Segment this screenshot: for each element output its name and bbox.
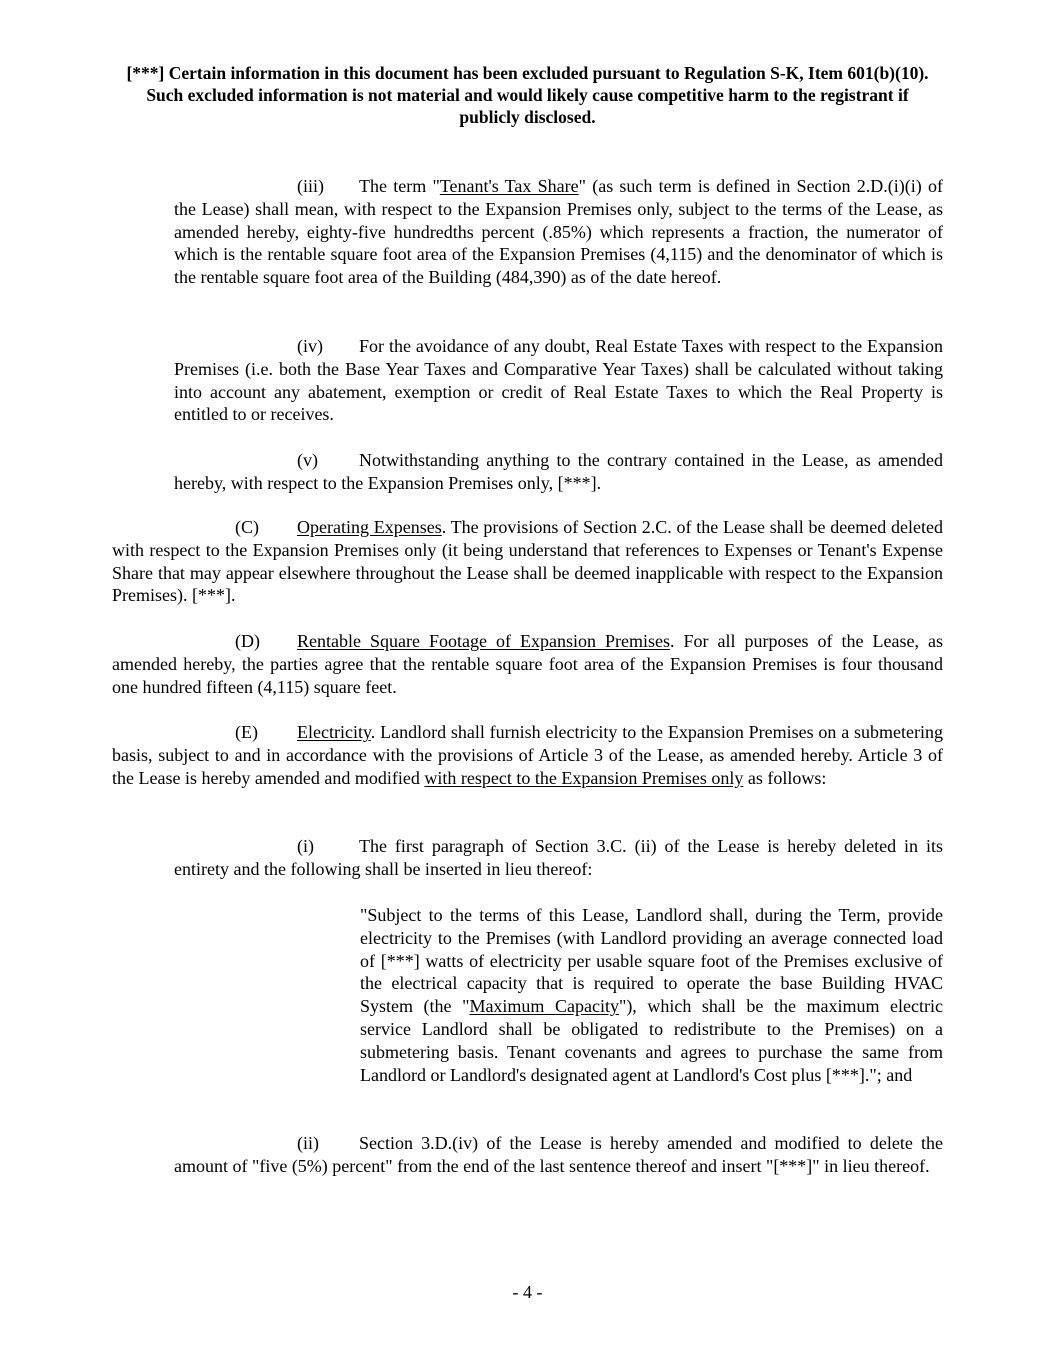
redaction-notice: [***] Certain information in this document has been excluded pursuant to Regulation S-K, Item 601(b)(10). Such excluded information is not material and would likely cause competitive harm to the registrant if publicly disclosed. (126, 63, 929, 127)
section-heading: Operating Expenses (297, 517, 442, 537)
page-number: - 4 - (512, 1282, 543, 1302)
paragraph-iii: (iii) The term "Tenant's Tax Share" (as such term is defined in Section 2.D.(i)(i) of the Lease) shall mean, with respect to the Expansion Premises only, subject to the terms of the Lease, as amended hereby, eighty-five hundredths percent (.85%) which represents a fraction, the numerator of which is the rentable square foot area of the Expansion Premises (4,115) and the denominator of which is the rentable square foot area of the Building (484,390) as of the date hereof. (174, 176, 943, 288)
paragraph-i: (i) The first paragraph of Section 3.C. (ii) of the Lease is hereby deleted in its entirety and the following shall be inserted in lieu thereof: (174, 836, 943, 879)
paragraph-number: (iii) (297, 176, 324, 196)
paragraph-number: (ii) (297, 1133, 319, 1153)
defined-term: Tenant's Tax Share (439, 176, 579, 196)
paragraph-number: (E) (235, 722, 258, 742)
paragraph-number: (v) (297, 450, 318, 470)
section-heading: Rentable Square Footage of Expansion Premises (297, 631, 670, 651)
paragraph-v: (v) Notwithstanding anything to the contrary contained in the Lease, as amended hereby, with respect to the Expansion Premises only, [***]. (174, 450, 943, 493)
underlined-phrase: with respect to the Expansion Premises only (424, 767, 744, 788)
defined-term: Maximum Capacity (469, 996, 619, 1017)
paragraph-iv: (iv) For the avoidance of any doubt, Real Estate Taxes with respect to the Expansion Premises (i.e. both the Base Year Taxes and Comparative Year Taxes) shall be calculated without taking into account any abatement, exemption or credit of Real Estate Taxes to which the Real Property is entitled to or receives. (174, 336, 943, 425)
section-heading: Electricity (297, 722, 371, 742)
paragraph-number: (iv) (297, 336, 323, 356)
paragraph-d-rentable-square-footage: (D) Rentable Square Footage of Expansion Premises. For all purposes of the Lease, as amended hereby, the parties agree that the rentable square foot area of the Expansion Premises is four thousand one hundred fifteen (4,115) square feet. (112, 631, 943, 697)
paragraph-number: (i) (297, 836, 314, 856)
paragraph-ii: (ii) Section 3.D.(iv) of the Lease is hereby amended and modified to delete the amount of "five (5%) percent" from the end of the last sentence thereof and insert "[***]" in lieu thereof. (174, 1133, 943, 1176)
paragraph-number: (C) (235, 517, 259, 537)
paragraph-number: (D) (235, 631, 260, 651)
paragraph-c-operating-expenses: (C) Operating Expenses. The provisions of Section 2.C. of the Lease shall be deemed deleted with respect to the Expansion Premises only (it being understand that references to Expenses or Tenant's Expense Share that may appear elsewhere throughout the Lease shall be deemed inapplicable with respect to the Expansion Premises). [***]. (112, 517, 943, 606)
block-quote: "Subject to the terms of this Lease, Landlord shall, during the Term, provide electricity to the Premises (with Landlord providing an average connected load of [***] watts of electricity per usable square foot of the Premises exclusive of the electrical capacity that is required to operate the base Building HVAC System (the "Maximum Capacity"), which shall be the maximum electric service Landlord shall be obligated to redistribute to the Premises) on a submetering basis. Tenant covenants and agrees to purchase the same from Landlord or Landlord's designated agent at Landlord's Cost plus [***]."; and (360, 905, 943, 1085)
paragraph-e-electricity: (E) Electricity. Landlord shall furnish electricity to the Expansion Premises on a submetering basis, subject to and in accordance with the provisions of Article 3 of the Lease, as amended hereby. Article 3 of the Lease is hereby amended and modified with respect to the Expansion Premises only as follows: (112, 722, 943, 788)
